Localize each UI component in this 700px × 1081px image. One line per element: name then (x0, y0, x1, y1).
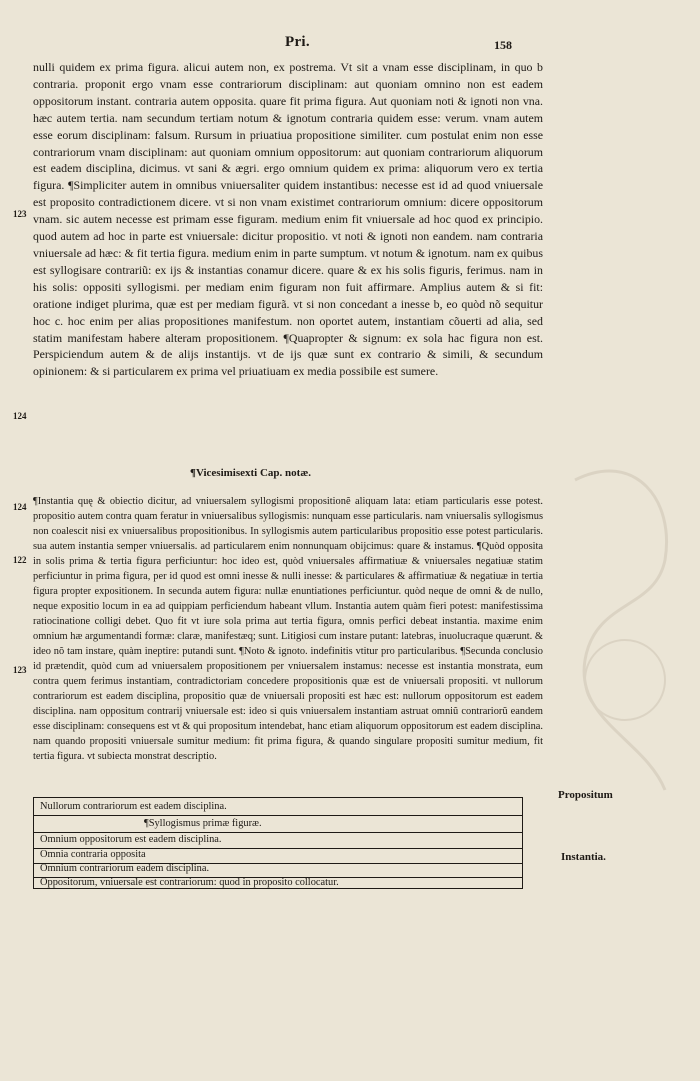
diagram-row: Oppositorum, vniuersale est contrariorum: quod in proposito collocatur. (40, 877, 339, 888)
side-label-instantia: Instantia. (561, 851, 606, 863)
margin-number: 124 (13, 411, 27, 421)
diagram-row: ¶Syllogismus primæ figuræ. (144, 818, 262, 829)
diagram-row: Nullorum contrariorum est eadem disciplina. (40, 801, 227, 812)
syllogism-diagram (33, 797, 523, 889)
running-title: Pri. (285, 34, 310, 50)
side-label-propositum: Propositum (558, 789, 613, 801)
chapter-heading: ¶Vicesimisexti Cap. notæ. (190, 467, 312, 479)
diagram-row: Omnium oppositorum est eadem disciplina. (40, 834, 222, 845)
diagram-rule (34, 815, 522, 816)
margin-number: 122 (13, 555, 27, 565)
main-paragraph: nulli quidem ex prima figura. alicui autem non, ex postrema. Vt sit a vnam esse disciplinam, in quo b contraria. proponit ergo vnam esse contrariorum disciplinam: aut quoniam omnino non est eadem oppositorum instant. contraria autem opposita. quare fit prima figura. Aut quoniam noti & ignoti non vna. hæc autem tertia. nam secundum tertiam notum & ignotum contraria quidem esse: verum. vnam autem esse eorum disciplinam: falsum. Rursum in priuatiua propositione similiter. cum postulat enim non esse contrariorum vnam disciplinam: aut quoniam omnium oppositorum: aut quoniam contrariorum aliquorum est eadem disciplina, dicimus. vt sani & ægri. ergo omnium quidem ex prima: aliquorum vero ex tertia figura. ¶Simpliciter autem in omnibus vniuersaliter quidem instantibus: necesse est id ad quod vniuersale est proposito contradictionem dicere. vt si non vnam existimet contrariorum omnium: dicere oppositorum vnam. sic autem necesse est primam esse figuram. medium enim fit vniuersale ad hoc quod ex principio. quod autem ad hoc in parte est vniuersale: dicitur propositio. vt noti & ignoti non eandem. nam contraria vniuersale ad hæc: & fit tertia figura. medium enim in parte sumptum. vt notum & ignotum. nam ex quibus est syllogisare contrariũ: ex ijs & instantias conamur dicere. quare & ex his solis figuris, ferimus. nam in his solis: oppositi syllogismi. per mediam enim figuram non fuit affirmare. Amplius autem & si fit: oratione indiget plurima, quæ est per mediam figurã. vt si non concedant a inesse b, eo quòd nõ sequitur hoc c. hoc enim per alias propositiones manifestum. non oportet autem, instantiam cõuerti ad alia, sed statim manifestam habere alteram propositionem. ¶Quapropter & signum: ex sola hac figura non est. Perspiciendum autem & de alijs instantijs. vt de ijs quæ sunt ex contrario & simili, & secundum opinionem: & si particularem ex prima vel priuatiuam ex media possibile est sumere. (33, 60, 543, 379)
page-number: 158 (494, 38, 512, 52)
commentary-text (33, 494, 543, 764)
margin-number: 123 (13, 209, 27, 219)
show-through-ornament (555, 440, 685, 820)
main-text (33, 59, 543, 380)
margin-number: 123 (13, 665, 27, 675)
margin-number: 124 (13, 502, 27, 512)
commentary-paragraph: ¶Instantia quę & obiectio dicitur, ad vniuersalem syllogismi propositionẽ aliquam lata: etiam particularis esse potest. propositio autem contra quam feratur in vniuersalibus syllogismis: nunquam esse particularis. nam vniuersalis syllogismus non coalescit nisi ex vniuersalibus propositionibus. In syllogismis autem particularibus propositio esse potest particularis. sua autem instantia semper vniuersalis. ad particularem enim nonnunquam obijcimus: quare & instamus. ¶Quòd opposita in solis prima & tertia figura perficiuntur: hoc ideo est, quòd vniuersales affirmatiuæ & vniuersales negatiuæ statim perficiuntur in prima figura, per id quod est omni inesse & nulli inesse: & particulares & affirmatiuæ & negatiuæ in tertia figura propter expositionem. In secunda autem figura: nullæ enuntiationes perficiuntur. quòd neque de omni & de nullo, neque expositio locum in ea ad quippiam perficiendum habeant vllum. Instantia autem quàm fieri potest: manifestissima ratiocinatione colligi debet. Quo fit vt iure sola prima aut tertia figura, omnis perfici debeat instantia. maxime enim omnium hæ argumentandi formæ: claræ, manifestæq; sunt. Litigiosi cum instare putant: latebras, inuolucraque quærunt. & ideo nõ tam instare, quàm ineptire: putandi sunt. ¶Noto & ignoto. indefinitis vtitur pro particularibus. ¶Secunda conclusio id prætendit, quòd cum ad vniuersalem propositionem per vniuersalem instamus: necesse est instantia monstrata, eum contra quem ferimus instantiam, contradictoriam concedere propositionis quæ est de vniuersali propositi. vt nullorum contrariorum est eadem disciplina, propositio quæ de vniuersali propositi est hæc est: nullorum oppositorum est eadem disciplina. nam oppositum contrarij vniuersale est: ideo si quis vniuersalem instantiam astruat omniũ contrariorũ eandem esse disciplinam: consequens est vt & qui propositum intendebat, hanc etiam aliquorum oppositorum est eadem disciplina. nam quando propositi vniuersale sumitur medium: fit prima figura, & quando singulare propositi sumitur medium, fit tertia figura. vt subiecta monstrat descriptio. (33, 496, 543, 762)
diagram-row: Omnium contrariorum eadem disciplina. (40, 863, 210, 874)
diagram-row: Omnia contraria opposita (40, 849, 146, 860)
